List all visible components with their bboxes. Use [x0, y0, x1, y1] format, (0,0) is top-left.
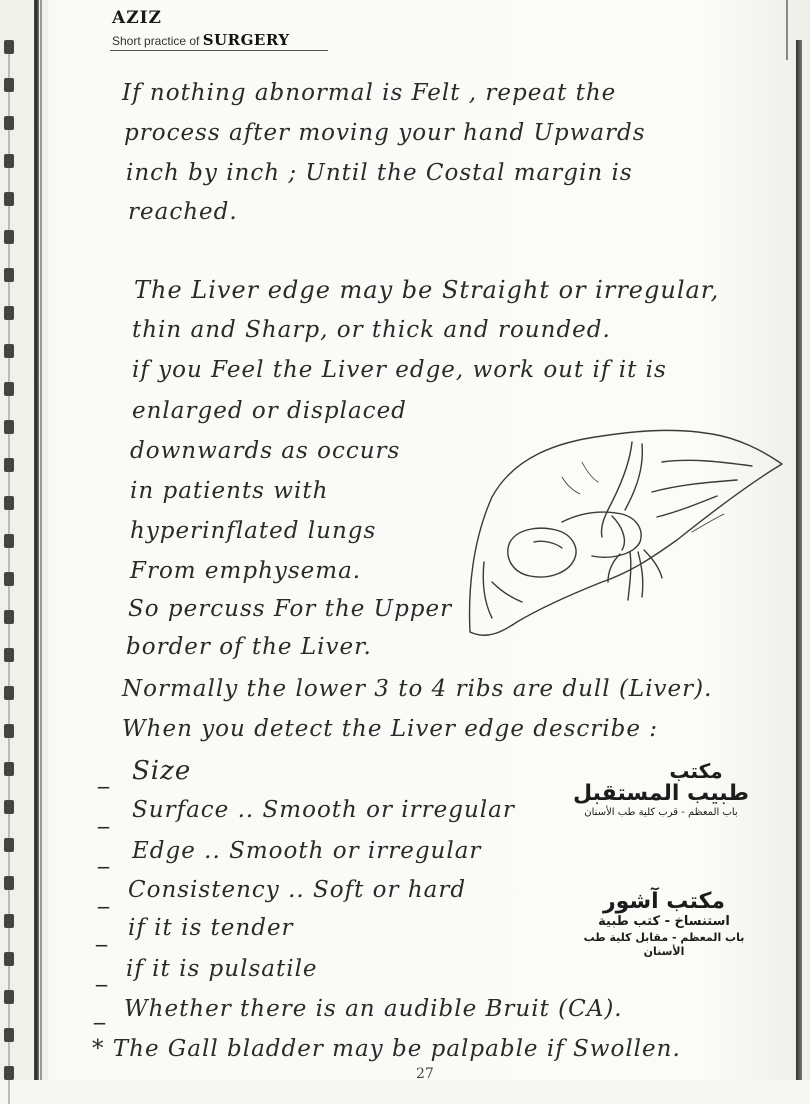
- binding-line: [8, 548, 10, 572]
- text-line: reached.: [128, 199, 238, 225]
- stamp-line: باب المعظم - قرب كلية طب الأسنان: [584, 807, 738, 819]
- binding-loop: [4, 78, 14, 92]
- page-edge: [786, 0, 788, 60]
- binding-loop: [4, 1066, 14, 1080]
- binding-loop: [4, 838, 14, 852]
- binding-loop: [4, 724, 14, 738]
- binding-line: [8, 852, 10, 876]
- binding-line: [8, 586, 10, 610]
- text-line: inch by inch ; Until the Costal margin is: [126, 160, 633, 186]
- list-item: Surface .. Smooth or irregular: [132, 797, 515, 823]
- stamp-line: طبيب المستقبل: [573, 781, 749, 806]
- list-item: Size: [132, 756, 192, 786]
- binding-line: [8, 776, 10, 800]
- binding-loop: [4, 952, 14, 966]
- binding-loop: [4, 914, 14, 928]
- page: AZIZ Short practice of SURGERY If nothing abnormal is Felt , repeat the process after moving your hand Upwards inch by inch ; Until the Costal margin is reached. The Liver edge may be Straight or irregular, thin and Sharp, or thick and rounded. if you Feel the Liver edge, work out if it is enlarged or displaced downwards as occurs in patients with hyperinflated lungs From emphysema. So percuss For the Upper border of the Liver. Normally the lower 3 to 4 ribs are dull (Liver). When you detect the Liver edge describe : _ Size _ Surface .. Smooth or irregular _ Edge .. Smooth or irregular _ Consistency .. Soft or hard _ if it is tender _ if it is pulsatile _ Whether there is an audible Bruit (CA). * The Gall bladder may be palpable if Swollen. مكتب طبيب المستقبل باب المعظم - قرب كلية طب الأسنان مكتب آشور استنساخ - كتب طبية باب المعظم - مقابل كلية طب الأسنان 27: [0, 0, 810, 1080]
- text-line: enlarged or displaced: [132, 398, 407, 424]
- text-line: Normally the lower 3 to 4 ribs are dull (Liver).: [122, 676, 713, 702]
- list-item: Consistency .. Soft or hard: [128, 877, 467, 903]
- text-line: thin and Sharp, or thick and rounded.: [132, 317, 611, 343]
- list-item: if it is pulsatile: [126, 956, 318, 982]
- stamp-ashur: [564, 890, 764, 960]
- binding-line: [8, 738, 10, 762]
- binding-loop: [4, 876, 14, 890]
- text-line: border of the Liver.: [126, 634, 372, 660]
- binding-line: [8, 1004, 10, 1028]
- binding-line: [8, 244, 10, 268]
- list-item: if it is tender: [128, 915, 294, 941]
- binding-line: [8, 472, 10, 496]
- liver-diagram-icon: [462, 422, 788, 654]
- subtitle: [112, 31, 290, 49]
- binding-loop: [4, 648, 14, 662]
- list-item: Whether there is an audible Bruit (CA).: [124, 996, 623, 1022]
- text-line: if you Feel the Liver edge, work out if it is: [132, 357, 667, 383]
- binding-line: [8, 320, 10, 344]
- binding-line: [8, 1080, 10, 1104]
- binding-line: [8, 662, 10, 686]
- text-line: hyperinflated lungs: [130, 518, 377, 544]
- binding-loop: [4, 1028, 14, 1042]
- binding-line: [8, 966, 10, 990]
- binding-line: [8, 510, 10, 534]
- binding-line: [8, 358, 10, 382]
- text-line: So percuss For the Upper: [128, 596, 453, 622]
- list-item: Edge .. Smooth or irregular: [132, 838, 482, 864]
- binding-loop: [4, 230, 14, 244]
- binding-loop: [4, 458, 14, 472]
- binding-loop: [4, 192, 14, 206]
- binding-loop: [4, 116, 14, 130]
- text-line: downwards as occurs: [130, 438, 401, 464]
- subtitle-prefix: Short practice of: [112, 34, 200, 48]
- page-edge-shadow: [796, 40, 802, 1080]
- binding-line: [8, 130, 10, 154]
- binding-loop: [4, 534, 14, 548]
- binding-line: [8, 890, 10, 914]
- binding-loop: [4, 572, 14, 586]
- text-line: in patients with: [130, 478, 329, 504]
- header-rule: [110, 50, 328, 51]
- header: [112, 8, 290, 49]
- binding-loop: [4, 686, 14, 700]
- binding-loop: [4, 154, 14, 168]
- stamp-line: استنساخ - كتب طبية: [598, 914, 730, 930]
- binding-line: [8, 282, 10, 306]
- binding-line: [8, 168, 10, 192]
- binding-loop: [4, 382, 14, 396]
- binding-loop: [4, 268, 14, 282]
- stamp-line: باب المعظم - مقابل كلية طب الأسنان: [583, 931, 745, 959]
- binding-loop: [4, 420, 14, 434]
- spiral-binding: [0, 0, 48, 1080]
- subtitle-main: SURGERY: [202, 31, 290, 49]
- binding-loop: [4, 610, 14, 624]
- binding-line: [8, 700, 10, 724]
- binding-loop: [4, 990, 14, 1004]
- binding-loop: [4, 762, 14, 776]
- binding-line: [8, 396, 10, 420]
- binding-line: [8, 928, 10, 952]
- text-line: If nothing abnormal is Felt , repeat the: [122, 80, 617, 106]
- stamp-line: مكتب آشور: [603, 889, 725, 914]
- page-number: 27: [416, 1066, 434, 1082]
- footnote: * The Gall bladder may be palpable if Swollen.: [92, 1036, 681, 1062]
- binding-line: [8, 624, 10, 648]
- text-line: The Liver edge may be Straight or irregular,: [134, 276, 720, 304]
- binding-loop: [4, 496, 14, 510]
- text-line: From emphysema.: [130, 558, 362, 584]
- binding-loop: [4, 306, 14, 320]
- binding-loop: [4, 344, 14, 358]
- binding-line: [8, 814, 10, 838]
- text-line: When you detect the Liver edge describe :: [122, 716, 659, 742]
- binding-line: [8, 1042, 10, 1066]
- binding-line: [8, 206, 10, 230]
- stamp-future-doctor: [566, 760, 756, 819]
- binding-line: [8, 54, 10, 78]
- binding-line: [8, 434, 10, 458]
- binding-loop: [4, 800, 14, 814]
- stamp-line: مكتب: [669, 759, 723, 783]
- binding-loop: [4, 40, 14, 54]
- brand-title: AZIZ: [112, 8, 162, 28]
- binding-line: [8, 92, 10, 116]
- text-line: process after moving your hand Upwards: [124, 120, 646, 146]
